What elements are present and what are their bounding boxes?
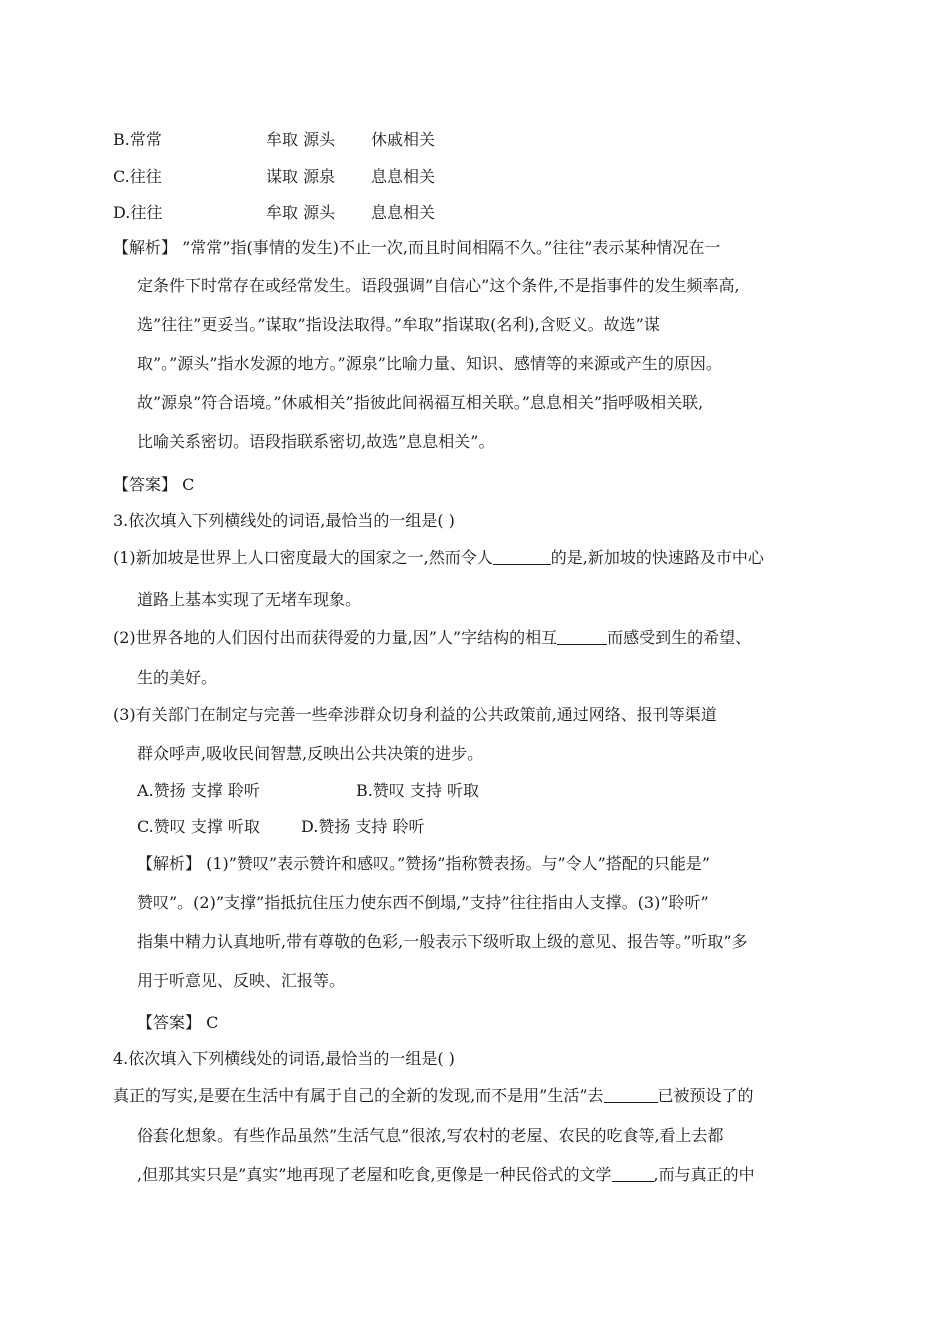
q4-passage-line-1 <box>113 1086 754 1106</box>
option-word-3: 息息相关 <box>371 167 436 186</box>
q3-analysis-line-3: 指集中精力认真地听,带有尊敬的色彩,一般表示下级听取上级的意见、报告等。”听取”多 <box>137 932 748 951</box>
q2-analysis-line-1: 【解析】 ”常常”指(事情的发生)不止一次,而且时间相隔不久。”往往”表示某种情况在一 <box>113 238 721 257</box>
q3-sentence-1 <box>113 548 764 568</box>
fill-blank <box>557 628 607 645</box>
q4-passage-line-3 <box>137 1165 755 1185</box>
q3-s2-text-a: (2)世界各地的人们因付出而获得爱的力量,因”人”字结构的相互 <box>113 628 558 647</box>
q3-option-d: D.赞扬 支持 聆听 <box>301 817 425 836</box>
q4-stem: 4.依次填入下列横线处的词语,最恰当的一组是( ) <box>113 1049 455 1068</box>
q3-analysis-line-2: 赞叹”。(2)”支撑”指抵抗住压力使东西不倒塌,”支持”往往指由人支撑。(3)”聆听” <box>137 893 709 912</box>
q2-analysis-line-2: 定条件下时常存在或经常发生。语段强调”自信心”这个条件,不是指事件的发生频率高, <box>137 276 740 295</box>
option-word-3: 休戚相关 <box>371 130 436 149</box>
q4-p3-text-b: ,而与真正的中 <box>653 1165 755 1184</box>
q3-s1-text-a: (1)新加坡是世界上人口密度最大的国家之一,然而令人 <box>113 548 493 567</box>
option-letter: B.常常 <box>113 130 162 149</box>
option-word-2: 谋取 源泉 <box>266 167 336 186</box>
fill-blank <box>612 1165 654 1182</box>
option-word-2: 牟取 源头 <box>266 203 336 222</box>
q4-p3-text-a: ,但那其实只是”真实”地再现了老屋和吃食,更像是一种民俗式的文学 <box>137 1165 612 1184</box>
q3-s1-text-b: 的是,新加坡的快速路及市中心 <box>550 548 764 567</box>
q2-analysis-line-3: 选”往往”更妥当。”谋取”指设法取得。”牟取”指谋取(名利),含贬义。故选”谋 <box>137 315 660 334</box>
q4-p1-text-a: 真正的写实,是要在生活中有属于自己的全新的发现,而不是用”生活”去 <box>113 1086 604 1105</box>
q3-sentence-3: (3)有关部门在制定与完善一些牵涉群众切身利益的公共政策前,通过网络、报刊等渠道 <box>113 705 717 724</box>
option-letter: D.往往 <box>113 203 163 222</box>
q3-answer: 【答案】 C <box>137 1013 219 1032</box>
q3-s1-continuation: 道路上基本实现了无堵车现象。 <box>137 590 362 609</box>
option-word-2: 牟取 源头 <box>266 130 336 149</box>
q2-analysis-line-5: 故”源泉”符合语境。”休戚相关”指彼此间祸福互相关联。”息息相关”指呼吸相关联, <box>137 393 704 412</box>
q2-analysis-line-4: 取”。”源头”指水发源的地方。”源泉”比喻力量、知识、感情等的来源或产生的原因。 <box>137 354 722 373</box>
q3-sentence-2 <box>113 628 751 648</box>
q2-analysis-line-6: 比喻关系密切。语段指联系密切,故选”息息相关”。 <box>137 432 495 451</box>
q3-analysis-line-4: 用于听意见、反映、汇报等。 <box>137 971 346 990</box>
q3-s2-continuation: 生的美好。 <box>137 668 218 687</box>
option-letter: C.往往 <box>113 167 162 186</box>
q3-option-b: B.赞叹 支持 听取 <box>356 781 480 800</box>
q3-option-c: C.赞叹 支撑 听取 <box>137 817 260 836</box>
q2-answer: 【答案】 C <box>113 475 195 494</box>
fill-blank <box>604 1086 658 1103</box>
q3-s3-continuation: 群众呼声,吸收民间智慧,反映出公共决策的进步。 <box>137 744 484 763</box>
q3-option-a: A.赞扬 支撑 聆听 <box>137 781 260 800</box>
q3-s2-text-b: 而感受到生的希望、 <box>607 628 752 647</box>
option-word-3: 息息相关 <box>371 203 436 222</box>
q3-analysis-line-1: 【解析】 (1)”赞叹”表示赞许和感叹。”赞扬”指称赞表扬。与”令人”搭配的只能是” <box>137 854 711 873</box>
q4-passage-line-2: 俗套化想象。有些作品虽然”生活气息”很浓,写农村的老屋、农民的吃食等,看上去都 <box>137 1126 724 1145</box>
q4-p1-text-b: 已被预设了的 <box>657 1086 754 1105</box>
q3-stem: 3.依次填入下列横线处的词语,最恰当的一组是( ) <box>113 511 455 530</box>
fill-blank <box>493 548 551 565</box>
